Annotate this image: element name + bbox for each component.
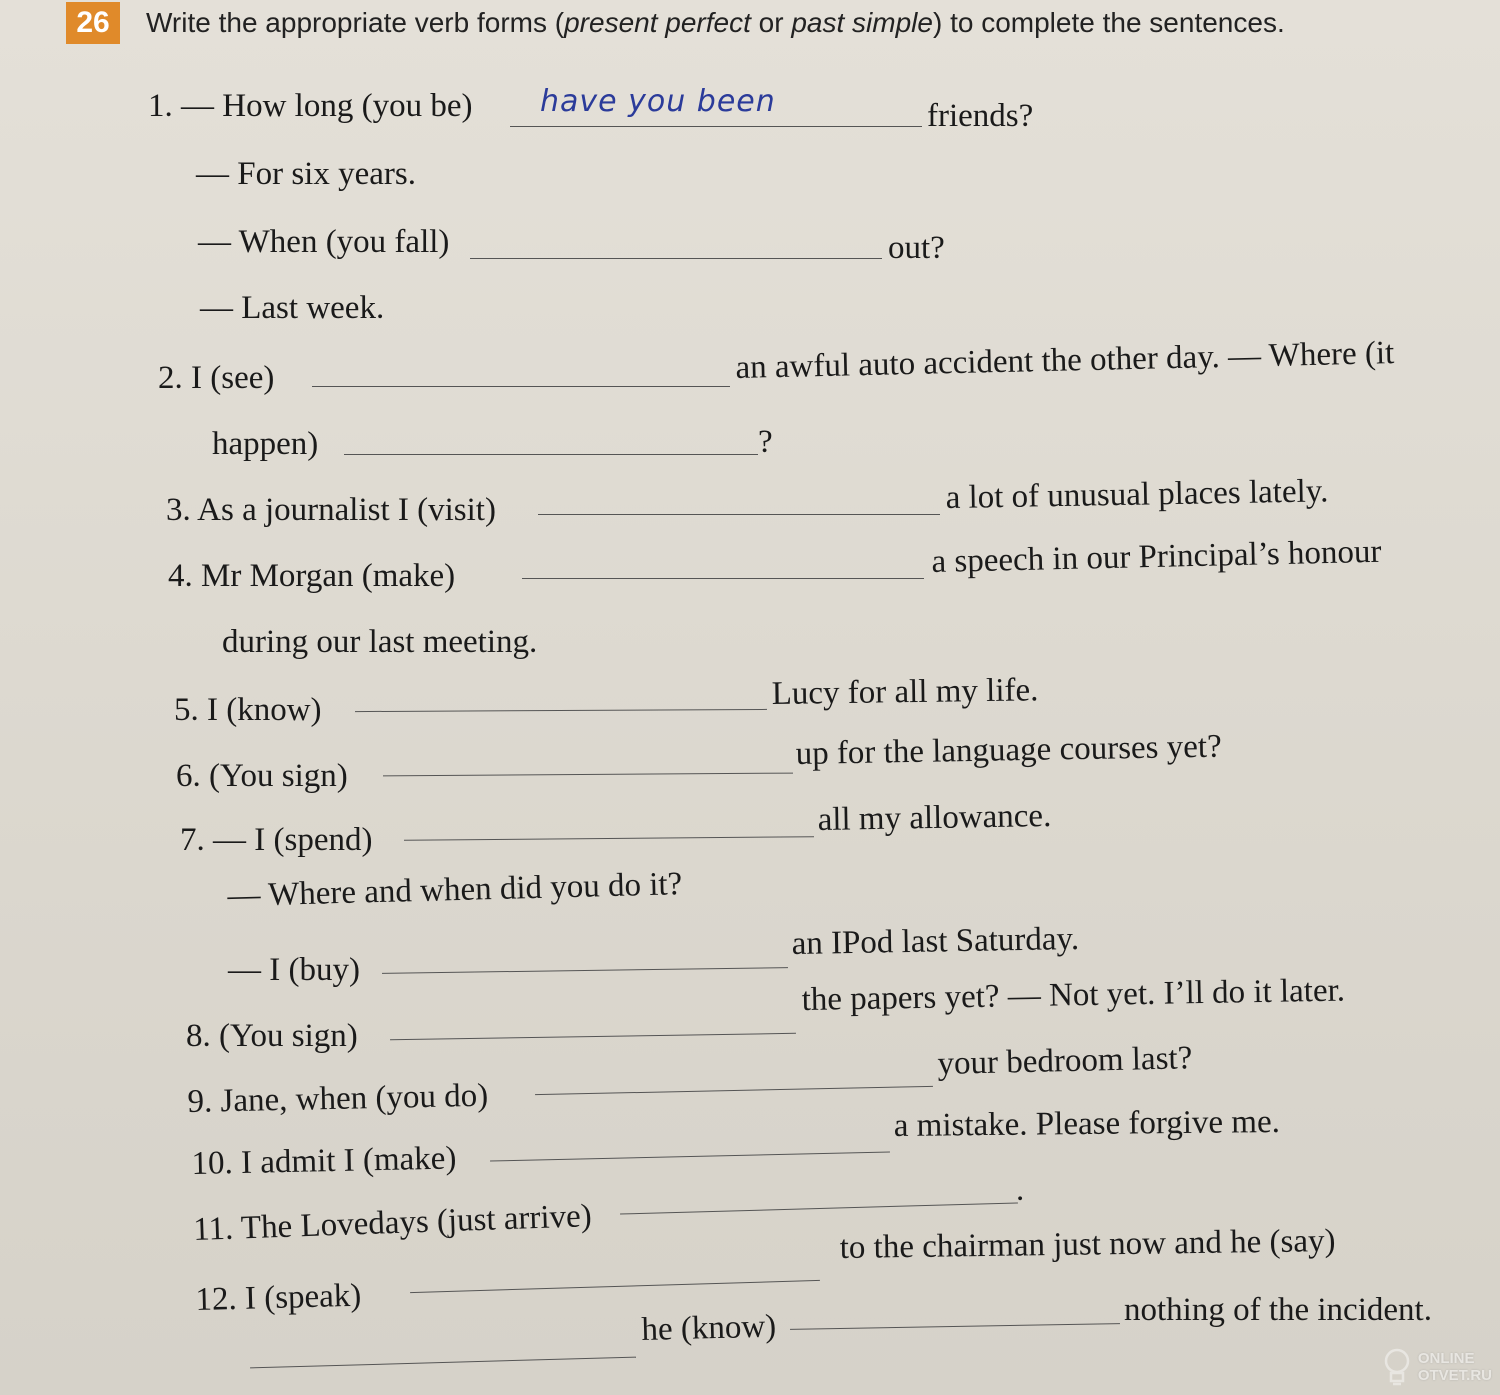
- instruction-tense-1: present perfect: [564, 7, 751, 38]
- item-9-prompt: 9. Jane, when (you do): [187, 1077, 489, 1121]
- item-2-question-mark: ?: [758, 424, 773, 460]
- item-1-answer-blank[interactable]: [510, 126, 922, 127]
- item-1-second-blank[interactable]: [470, 258, 882, 259]
- item-1-continuation: friends?: [927, 98, 1034, 134]
- item-10-continuation: a mistake. Please forgive me.: [893, 1103, 1281, 1145]
- item-9-answer-blank[interactable]: [535, 1086, 933, 1095]
- item-1-prompt: 1. — How long (you be): [148, 88, 473, 124]
- item-7-prompt: 7. — I (spend): [180, 822, 373, 858]
- exercise-number-badge: 26: [66, 2, 120, 44]
- item-8-continuation: the papers yet? — Not yet. I’ll do it later.: [801, 972, 1346, 1019]
- item-8-prompt: 8. (You sign): [186, 1018, 358, 1054]
- item-7-question: — Where and when did you do it?: [227, 866, 683, 915]
- watermark-line-2: OTVET.RU: [1417, 1367, 1492, 1384]
- item-10-prompt: 10. I admit I (make): [191, 1140, 457, 1183]
- instruction-text-start: Write the appropriate verb forms (: [146, 7, 565, 38]
- item-12-continuation: to the chairman just now and he (say): [839, 1223, 1336, 1267]
- item-3-continuation: a lot of unusual places lately.: [945, 473, 1329, 517]
- item-3-answer-blank[interactable]: [538, 514, 940, 515]
- item-1-second-reply: — Last week.: [200, 290, 385, 326]
- item-1-reply: — For six years.: [196, 156, 416, 192]
- instruction-tense-2: past simple: [791, 7, 933, 38]
- item-7-continuation: all my allowance.: [817, 797, 1052, 839]
- exercise-instruction: [146, 7, 1285, 39]
- item-8-answer-blank[interactable]: [390, 1033, 796, 1040]
- site-watermark: [1382, 1347, 1492, 1387]
- item-2-prompt: 2. I (see): [158, 360, 275, 396]
- item-3-prompt: 3. As a journalist I (visit): [166, 492, 496, 528]
- item-10-answer-blank[interactable]: [490, 1151, 890, 1161]
- item-4-continuation: a speech in our Principal’s honour: [931, 533, 1382, 581]
- instruction-text-end: ) to complete the sentences.: [932, 7, 1285, 38]
- item-12-final-continuation: nothing of the incident.: [1124, 1292, 1432, 1328]
- item-4-prompt: 4. Mr Morgan (make): [168, 558, 456, 594]
- item-1-second-continuation: out?: [888, 230, 945, 266]
- item-12-answer-blank[interactable]: [410, 1280, 820, 1293]
- watermark-text: [1418, 1350, 1492, 1384]
- item-12-prompt: 12. I (speak): [195, 1277, 362, 1319]
- item-6-answer-blank[interactable]: [383, 773, 793, 777]
- item-11-prompt: 11. The Lovedays (just arrive): [192, 1198, 593, 1249]
- item-7-reply-prompt: — I (buy): [228, 952, 360, 988]
- item-1-handwritten-answer: have you been: [540, 84, 776, 119]
- item-2-second-line: happen): [212, 426, 319, 462]
- item-11-answer-blank[interactable]: [620, 1202, 1018, 1214]
- item-2-continuation: an awful auto accident the other day. — Where (it: [735, 335, 1395, 387]
- item-4-second-line: during our last meeting.: [222, 624, 538, 660]
- item-11-period: .: [1016, 1172, 1025, 1208]
- item-5-prompt: 5. I (know): [174, 692, 322, 728]
- item-7-reply-blank[interactable]: [382, 967, 788, 974]
- instruction-text-mid: or: [750, 7, 792, 38]
- lightbulb-icon: [1382, 1347, 1412, 1387]
- item-5-answer-blank[interactable]: [355, 709, 767, 712]
- item-2-answer-blank[interactable]: [312, 386, 730, 387]
- item-6-continuation: up for the language courses yet?: [795, 728, 1222, 773]
- item-12-middle-text: he (know): [641, 1308, 777, 1349]
- exercise-header: [66, 0, 1285, 46]
- item-1-second-question: — When (you fall): [198, 224, 450, 260]
- item-12-third-blank[interactable]: [790, 1323, 1120, 1330]
- item-4-answer-blank[interactable]: [522, 578, 924, 579]
- item-9-continuation: your bedroom last?: [937, 1040, 1193, 1083]
- item-2-second-blank[interactable]: [344, 454, 758, 455]
- watermark-line-1: ONLINE: [1417, 1350, 1475, 1367]
- item-6-prompt: 6. (You sign): [176, 758, 348, 794]
- item-12-second-blank[interactable]: [250, 1357, 636, 1369]
- item-7-reply-continuation: an IPod last Saturday.: [791, 920, 1080, 963]
- item-7-answer-blank[interactable]: [404, 836, 814, 841]
- item-5-continuation: Lucy for all my life.: [771, 672, 1039, 713]
